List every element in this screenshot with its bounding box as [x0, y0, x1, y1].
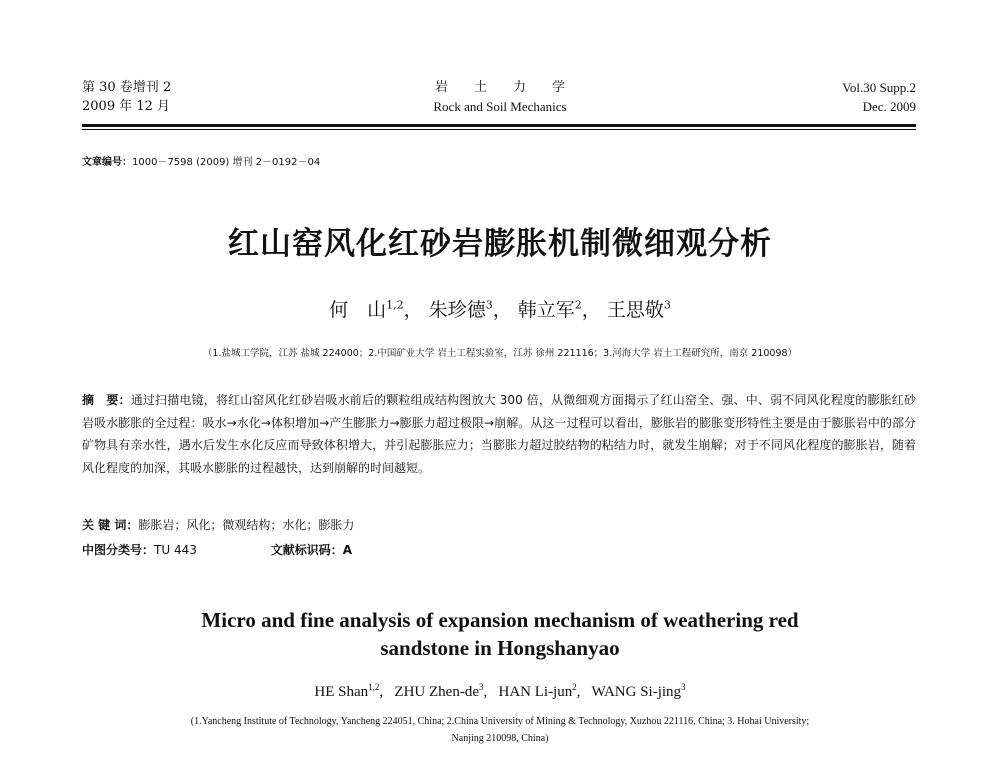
keywords	[82, 516, 354, 533]
volume-issue: 第 30 卷增刊 2	[82, 80, 172, 95]
author-en: HE Shan$^{1,2}$,	[314, 682, 395, 700]
article-number-label: 文章编号：	[82, 157, 132, 168]
journal-name-zh: 岩土力学	[434, 80, 591, 95]
journal-volume-en	[842, 78, 916, 116]
doc-code-label: 文献标识码：	[270, 543, 343, 557]
clc-label: 中图分类号：	[82, 543, 155, 557]
doc-code	[271, 543, 352, 557]
affiliations-en-line2: Nanjing 210098, China)	[451, 733, 549, 744]
abstract-label: 摘 要：	[82, 393, 131, 407]
header-rule-thin	[82, 129, 916, 130]
article-number	[82, 153, 320, 168]
author-zh: 王思敬$^3$	[606, 298, 671, 321]
article-number-value: 1000－7598 (2009) 增刊 2－0192－04	[132, 157, 321, 168]
title-en-line2: sandstone in Hongshanyao	[380, 636, 620, 660]
clc-value: TU 443	[154, 543, 197, 557]
author-en: HAN Li-jun$^2$,	[498, 682, 592, 700]
keywords-label: 关 键 词：	[82, 518, 139, 532]
abstract-text: 通过扫描电镜，将红山窑风化红砂岩吸水前后的颗粒组成结构图放大 300 倍，从微细观方面揭示了红山窑全、强、中、弱不同风化程度的膨胀红砂岩吸水膨胀的全过程：吸水→水化→体积增加→产生膨胀力→膨胀力超过极限→崩解。从这一过程可以看出，膨胀岩的膨胀变形特性主要是由于膨胀岩中的部分矿物具有亲水性，遇水后发生水化反应而导致体积增大，并引起膨胀应力；当膨胀力超过胶结物的粘结力时，就发生崩解；对于不同风化程度的膨胀岩，随着风化程度的加深，其吸水膨胀的过程越快，达到崩解的时间越短。	[82, 393, 916, 475]
author-en: WANG Si-jing$^3$	[591, 682, 686, 700]
title-zh: 红山窑风化红砂岩膨胀机制微细观分析	[228, 226, 772, 262]
doc-code-value: A	[342, 543, 352, 557]
abstract	[82, 389, 916, 479]
affiliations-en-line1: (1.Yancheng Institute of Technology, Yancheng 224051, China; 2.China University of Mining & Technology, Xuzhou 221116, China; 3. Hohai University;	[190, 716, 810, 727]
affiliations-zh: （1.盐城工学院，江苏 盐城 224000；2.中国矿业大学 岩土工程实验室，江苏 徐州 221116；3.河海大学 岩土工程研究所，南京 210098）	[202, 348, 798, 359]
affiliations-en	[100, 713, 900, 747]
issue-date: 2009 年 12 月	[82, 99, 171, 114]
header-rule-thick	[82, 124, 916, 127]
journal-name-en: Rock and Soil Mechanics	[433, 99, 567, 114]
title-en-line1: Micro and fine analysis of expansion mechanism of weathering red	[201, 608, 799, 632]
author-zh: 何 山$^{1,2}$，	[329, 298, 423, 321]
date-en: Dec. 2009	[862, 99, 916, 114]
keywords-text: 膨胀岩；风化；微观结构；水化；膨胀力	[138, 518, 355, 532]
volume-en: Vol.30 Supp.2	[842, 80, 916, 95]
author-zh: 朱珍德$^3$，	[428, 298, 512, 321]
author-zh: 韩立军$^2$，	[517, 298, 601, 321]
title-en	[0, 606, 1000, 662]
authors-zh	[0, 295, 1000, 322]
classification	[82, 541, 352, 558]
author-en: ZHU Zhen-$de^3$,	[394, 682, 499, 700]
authors-en	[0, 682, 1000, 701]
